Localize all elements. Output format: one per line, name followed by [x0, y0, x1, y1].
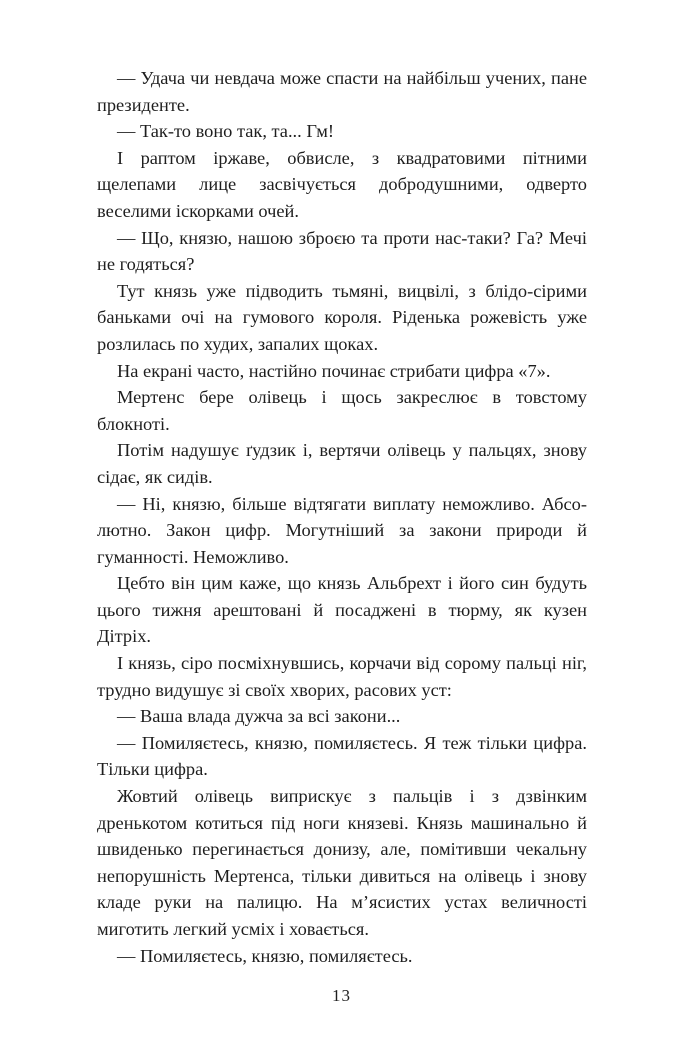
paragraph-12: — Ваша влада дужча за всі закони... [117, 706, 401, 727]
paragraph-13: — Помиляєтесь, князю, помиляєтесь. Я теж тільки цифра. Тільки цифра. [97, 732, 587, 780]
paragraph-4: — Що, князю, нашою зброєю та проти нас-таки? Га? Мечі не годяться? [97, 227, 587, 275]
body-text [97, 65, 587, 969]
paragraph-15: — Помиляєтесь, князю, помиляєтесь. [117, 945, 413, 966]
paragraph-1: — Удача чи невдача може спасти на найбільш учених, пане президенте. [97, 68, 587, 115]
paragraph-10: Цебто він цим каже, що князь Альбрехт і його син будуть цього тижня арештовані й посаджені в тюрму, як кузен Дітріх. [97, 573, 587, 647]
paragraph-6: На екрані часто, настійно починає стрибати цифра «7». [117, 360, 551, 381]
paragraph-7: Мертенс бере олівець і щось закреслює в товстому блокноті. [97, 387, 587, 434]
page-number: 13 [332, 986, 351, 1005]
paragraph-8: Потім надушує ґудзик і, вертячи олівець у пальцях, знову сідає, як сидів. [97, 440, 587, 487]
paragraph-2: — Так-то воно так, та... Гм! [117, 121, 335, 142]
paragraph-9: — Ні, князю, більше відтягати виплату неможливо. Абсолютно. Закон цифр. Могутніший за закони природи й гуманності. Неможливо. [97, 493, 587, 567]
paragraph-11: І князь, сіро посміхнувшись, корчачи від сорому пальці ніг, трудно видушує зі своїх хворих, расових уст: [97, 653, 587, 700]
paragraph-3: І раптом іржаве, обвисле, з квадратовими пітними щелепами лице засвічується добродушними, одверто веселими іскорками очей. [97, 147, 587, 221]
paragraph-5: Тут князь уже підводить тьмяні, вицвілі, з блідо-сірими баньками очі на гумового короля. Ріденька рожевість уже розлилась по худих, запалих щоках. [97, 280, 587, 354]
paragraph-14: Жовтий олівець виприскує з пальців і з дзвінким дренькотом котиться під ноги князеві. Князь машинально й швиденько перегинається донизу, але, помітивши чекальну непорушність Мертенса, тільки дивиться на олівець і знову кладе руки на палицю. На м’ясистих устах величності миготить легкий усміх і ховається. [97, 786, 587, 939]
